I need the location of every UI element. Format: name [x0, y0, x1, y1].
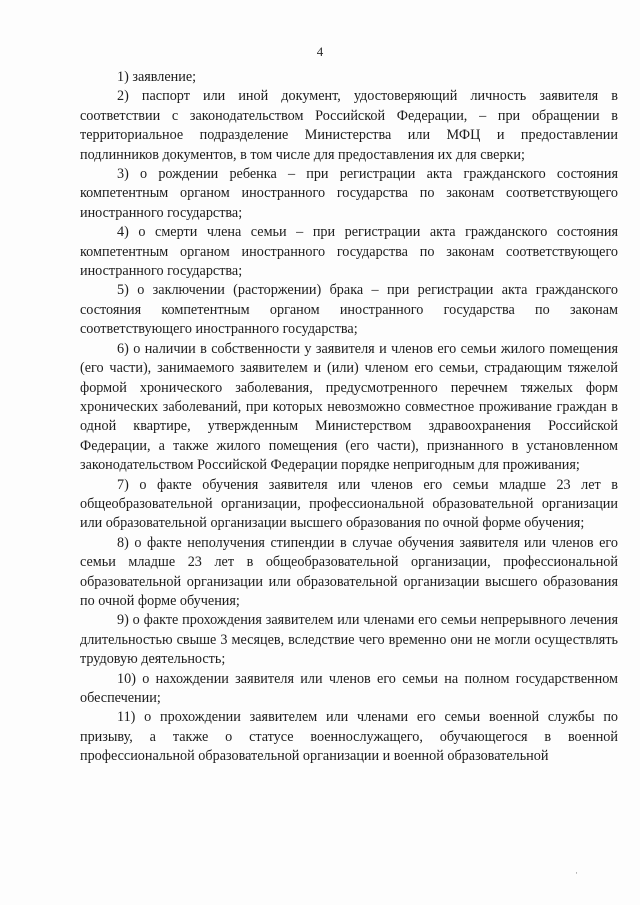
list-item-11: 11) о прохождении заявителем или членами его семьи военной службы по призыву, а также о статусе военнослужащего, обучающегося в военной профессиональной образовательной организации и военной образовательной	[80, 709, 618, 765]
list-item-4: 4) о смерти члена семьи – при регистрации акта гражданского состояния компетентным органом иностранного государства по законам соответствующего иностранного государства;	[80, 224, 618, 280]
page-number: 4	[316, 44, 324, 59]
list-item-5: 5) о заключении (расторжении) брака – при регистрации акта гражданского состояния компетентным органом иностранного государства по законам соответствующего иностранного государства;	[80, 282, 618, 338]
list-item-1: 1) заявление;	[117, 69, 197, 85]
scan-mark: ·	[575, 868, 578, 878]
list-item-7: 7) о факте обучения заявителя или членов его семьи младше 23 лет в общеобразовательной организации, профессиональной образовательной организации или образовательной организации высшего образования по очной форме обучения;	[80, 476, 618, 532]
document-body	[80, 68, 618, 767]
list-item-8: 8) о факте неполучения стипендии в случае обучения заявителя или членов его семьи младше 23 лет в общеобразовательной организации, профессиональной образовательной организации или образовательной организации высшего образования по очной форме обучения;	[80, 534, 618, 609]
list-item-6: 6) о наличии в собственности у заявителя и членов его семьи жилого помещения (его части), занимаемого заявителем и (или) членом его семьи, страдающим тяжелой формой хронического заболевания, предусмотренного перечнем тяжелых форм хронических заболеваний, при которых невозможно совместное проживание граждан в одной квартире, утвержденным Министерством здравоохранения Российской Федерации, а также жилого помещения (его части), признанного в установленном законодательством Российской Федерации порядке непригодным для проживания;	[80, 340, 618, 474]
list-item-2: 2) паспорт или иной документ, удостоверяющий личность заявителя в соответствии с законодательством Российской Федерации, – при обращении в территориальное подразделение Министерства или МФЦ и предоставлении подлинников документов, в том числе для предоставления их для сверки;	[80, 88, 618, 163]
list-item-9: 9) о факте прохождения заявителем или членами его семьи непрерывного лечения длительностью свыше 3 месяцев, вследствие чего временно они не могли осуществлять трудовую деятельность;	[80, 612, 618, 668]
list-item-3: 3) о рождении ребенка – при регистрации акта гражданского состояния компетентным органом иностранного государства по законам соответствующего иностранного государства;	[80, 166, 618, 221]
list-item-10: 10) о нахождении заявителя или членов его семьи на полном государственном обеспечении;	[80, 670, 618, 706]
